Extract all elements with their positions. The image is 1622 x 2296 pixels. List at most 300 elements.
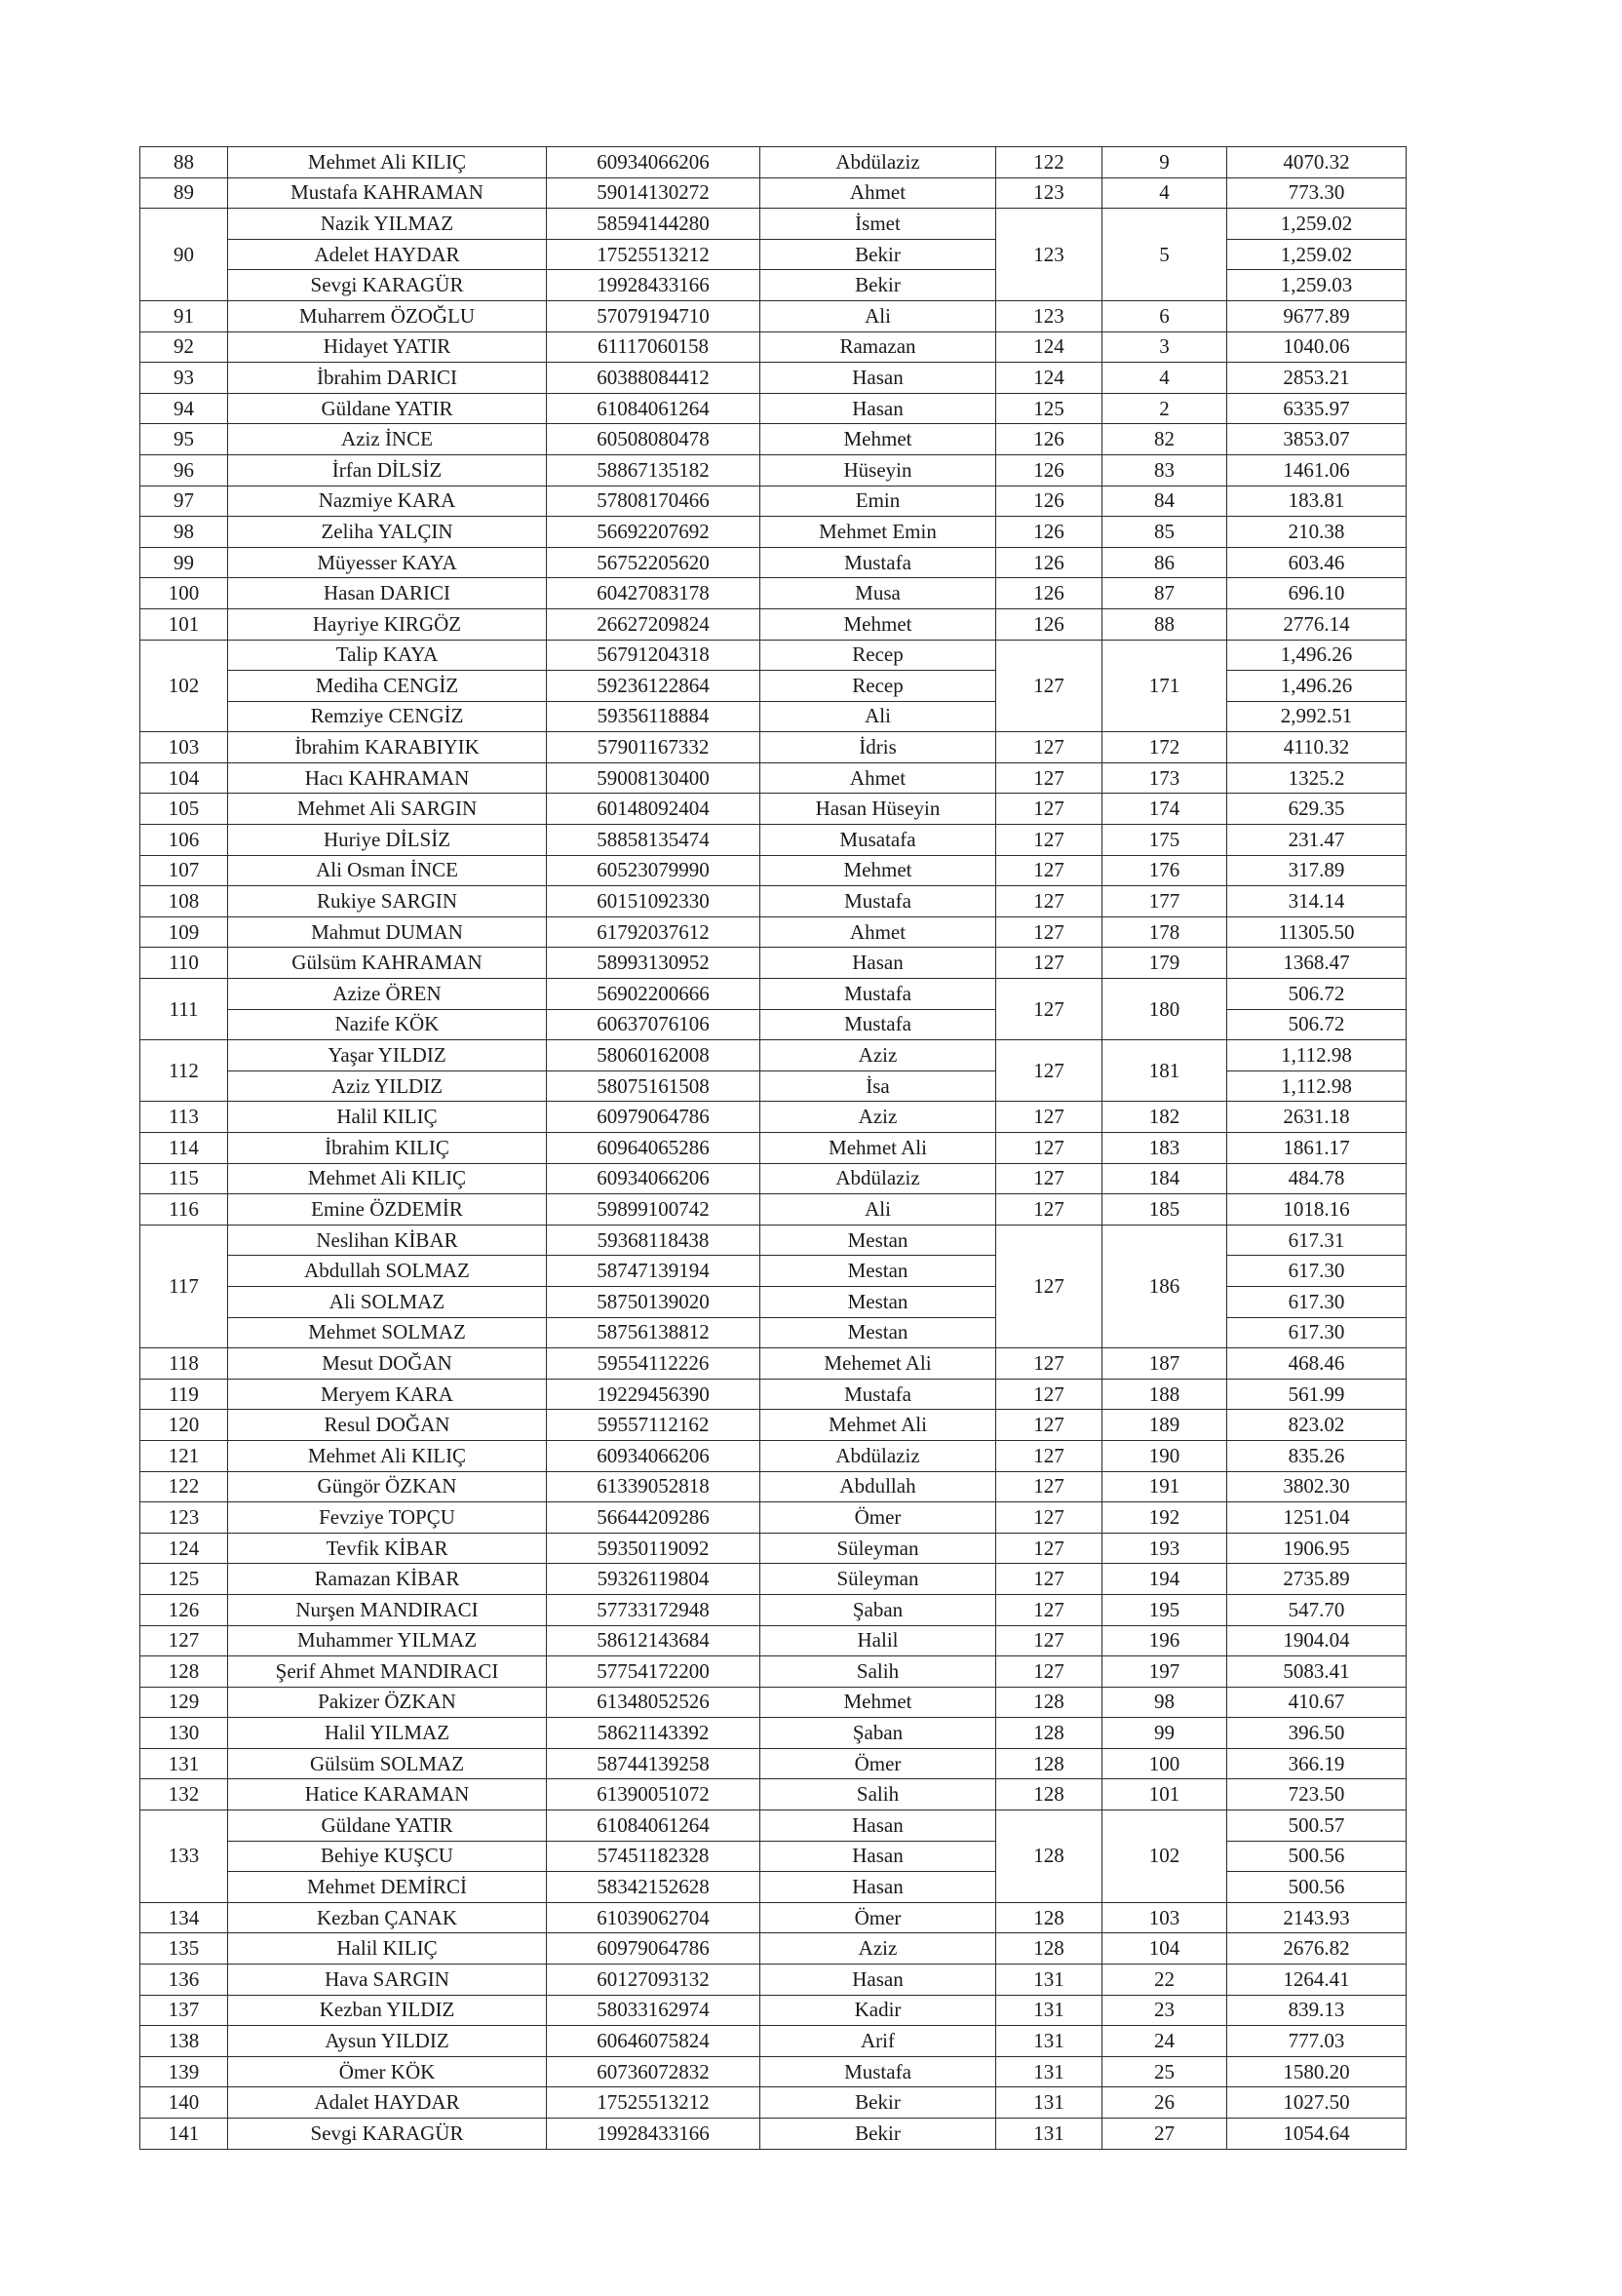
owner-name-cell: Neslihan KİBAR — [228, 1225, 547, 1256]
row-number-cell: 106 — [140, 825, 228, 856]
father-name-cell: Hasan — [760, 393, 996, 424]
block-cell: 126 — [996, 486, 1102, 517]
parcel-cell: 85 — [1102, 517, 1227, 548]
amount-cell: 1,259.02 — [1227, 239, 1407, 270]
father-name-cell: Hüseyin — [760, 454, 996, 486]
block-cell: 127 — [996, 1656, 1102, 1688]
father-name-cell: Salih — [760, 1656, 996, 1688]
parcel-cell: 171 — [1102, 640, 1227, 732]
row-number-cell: 111 — [140, 979, 228, 1040]
table-row — [140, 1687, 1407, 1718]
block-cell: 127 — [996, 855, 1102, 886]
id-number-cell: 19229456390 — [547, 1379, 760, 1410]
parcel-cell: 27 — [1102, 2119, 1227, 2150]
id-number-cell: 57754172200 — [547, 1656, 760, 1688]
table-row — [140, 2087, 1407, 2119]
block-cell: 127 — [996, 1625, 1102, 1656]
father-name-cell: Mestan — [760, 1286, 996, 1317]
owner-name-cell: Güldane YATIR — [228, 393, 547, 424]
father-name-cell: Ali — [760, 300, 996, 331]
amount-cell: 2143.93 — [1227, 1902, 1407, 1933]
row-number-cell: 121 — [140, 1440, 228, 1471]
id-number-cell: 59008130400 — [547, 762, 760, 794]
father-name-cell: Mehmet — [760, 855, 996, 886]
amount-cell: 617.31 — [1227, 1225, 1407, 1256]
row-number-cell: 89 — [140, 177, 228, 209]
amount-cell: 723.50 — [1227, 1779, 1407, 1810]
id-number-cell: 60148092404 — [547, 794, 760, 825]
amount-cell: 835.26 — [1227, 1440, 1407, 1471]
id-number-cell: 56791204318 — [547, 640, 760, 671]
parcel-cell: 173 — [1102, 762, 1227, 794]
father-name-cell: Abdülaziz — [760, 1440, 996, 1471]
block-cell: 127 — [996, 825, 1102, 856]
table-row — [140, 1533, 1407, 1564]
amount-cell: 1018.16 — [1227, 1194, 1407, 1226]
id-number-cell: 58747139194 — [547, 1256, 760, 1287]
row-number-cell: 136 — [140, 1965, 228, 1996]
owner-name-cell: Meryem KARA — [228, 1379, 547, 1410]
id-number-cell: 57079194710 — [547, 300, 760, 331]
amount-cell: 9677.89 — [1227, 300, 1407, 331]
id-number-cell: 60736072832 — [547, 2056, 760, 2087]
parcel-cell: 86 — [1102, 547, 1227, 578]
id-number-cell: 19928433166 — [547, 270, 760, 301]
block-cell: 131 — [996, 1995, 1102, 2026]
owner-name-cell: İrfan DİLSİZ — [228, 454, 547, 486]
amount-cell: 2631.18 — [1227, 1102, 1407, 1133]
id-number-cell: 59557112162 — [547, 1410, 760, 1441]
row-number-cell: 107 — [140, 855, 228, 886]
block-cell: 126 — [996, 578, 1102, 609]
amount-cell: 2676.82 — [1227, 1933, 1407, 1965]
table-row — [140, 2056, 1407, 2087]
id-number-cell: 60523079990 — [547, 855, 760, 886]
id-number-cell: 60979064786 — [547, 1933, 760, 1965]
father-name-cell: Bekir — [760, 270, 996, 301]
owner-name-cell: Nazife KÖK — [228, 1009, 547, 1040]
father-name-cell: Ahmet — [760, 916, 996, 948]
owner-name-cell: Mehmet Ali KILIÇ — [228, 1163, 547, 1194]
table-row — [140, 1163, 1407, 1194]
row-number-cell: 104 — [140, 762, 228, 794]
id-number-cell: 59326119804 — [547, 1564, 760, 1595]
amount-cell: 500.56 — [1227, 1841, 1407, 1872]
table-row — [140, 1718, 1407, 1749]
parcel-cell: 99 — [1102, 1718, 1227, 1749]
amount-cell: 396.50 — [1227, 1718, 1407, 1749]
amount-cell: 1906.95 — [1227, 1533, 1407, 1564]
father-name-cell: Hasan — [760, 1872, 996, 1903]
table-row — [140, 1965, 1407, 1996]
amount-cell: 4070.32 — [1227, 147, 1407, 178]
amount-cell: 1040.06 — [1227, 331, 1407, 363]
table-row — [140, 300, 1407, 331]
owner-name-cell: Kezban YILDIZ — [228, 1995, 547, 2026]
id-number-cell: 19928433166 — [547, 2119, 760, 2150]
block-cell: 127 — [996, 1163, 1102, 1194]
father-name-cell: Mestan — [760, 1256, 996, 1287]
parcel-cell: 185 — [1102, 1194, 1227, 1226]
owner-name-cell: Hava SARGIN — [228, 1965, 547, 1996]
parcel-cell: 174 — [1102, 794, 1227, 825]
owner-name-cell: Mehmet Ali KILIÇ — [228, 147, 547, 178]
parcel-cell: 189 — [1102, 1410, 1227, 1441]
table-row — [140, 1594, 1407, 1625]
amount-cell: 2776.14 — [1227, 608, 1407, 640]
id-number-cell: 58594144280 — [547, 209, 760, 240]
father-name-cell: Recep — [760, 671, 996, 702]
block-cell: 127 — [996, 1564, 1102, 1595]
parcel-cell: 187 — [1102, 1348, 1227, 1380]
owner-name-cell: Adelet HAYDAR — [228, 239, 547, 270]
owner-name-cell: Tevfik KİBAR — [228, 1533, 547, 1564]
amount-cell: 1251.04 — [1227, 1502, 1407, 1534]
amount-cell: 777.03 — [1227, 2026, 1407, 2057]
id-number-cell: 59236122864 — [547, 671, 760, 702]
row-number-cell: 101 — [140, 608, 228, 640]
owner-name-cell: İbrahim KARABIYIK — [228, 732, 547, 763]
father-name-cell: Emin — [760, 486, 996, 517]
table-row — [140, 948, 1407, 979]
table-row — [140, 517, 1407, 548]
row-number-cell: 108 — [140, 886, 228, 917]
id-number-cell: 58612143684 — [547, 1625, 760, 1656]
owner-name-cell: Fevziye TOPÇU — [228, 1502, 547, 1534]
owner-name-cell: Mehmet DEMİRCİ — [228, 1872, 547, 1903]
owner-name-cell: Halil KILIÇ — [228, 1933, 547, 1965]
id-number-cell: 58858135474 — [547, 825, 760, 856]
id-number-cell: 57808170466 — [547, 486, 760, 517]
table-row — [140, 1656, 1407, 1688]
parcel-cell: 84 — [1102, 486, 1227, 517]
father-name-cell: İsa — [760, 1070, 996, 1102]
block-cell: 127 — [996, 1533, 1102, 1564]
id-number-cell: 60934066206 — [547, 1163, 760, 1194]
parcel-cell: 6 — [1102, 300, 1227, 331]
parcel-cell: 180 — [1102, 979, 1227, 1040]
father-name-cell: Hasan Hüseyin — [760, 794, 996, 825]
block-cell: 127 — [996, 948, 1102, 979]
table-row — [140, 1902, 1407, 1933]
father-name-cell: Mehmet Ali — [760, 1133, 996, 1164]
id-number-cell: 61039062704 — [547, 1902, 760, 1933]
father-name-cell: Mustafa — [760, 547, 996, 578]
parcel-cell: 104 — [1102, 1933, 1227, 1965]
table-row — [140, 424, 1407, 455]
owner-name-cell: Sevgi KARAGÜR — [228, 270, 547, 301]
parcel-cell: 4 — [1102, 363, 1227, 394]
amount-cell: 1,496.26 — [1227, 640, 1407, 671]
owner-name-cell: Hatice KARAMAN — [228, 1779, 547, 1810]
row-number-cell: 93 — [140, 363, 228, 394]
father-name-cell: Mustafa — [760, 886, 996, 917]
owner-name-cell: Şerif Ahmet MANDIRACI — [228, 1656, 547, 1688]
table-row — [140, 147, 1407, 178]
row-number-cell: 119 — [140, 1379, 228, 1410]
id-number-cell: 61390051072 — [547, 1779, 760, 1810]
row-number-cell: 137 — [140, 1995, 228, 2026]
table-row — [140, 209, 1407, 240]
row-number-cell: 138 — [140, 2026, 228, 2057]
amount-cell: 314.14 — [1227, 886, 1407, 917]
block-cell: 127 — [996, 1410, 1102, 1441]
parcel-cell: 100 — [1102, 1748, 1227, 1779]
parcel-cell: 190 — [1102, 1440, 1227, 1471]
amount-cell: 506.72 — [1227, 979, 1407, 1010]
parcel-cell: 178 — [1102, 916, 1227, 948]
block-cell: 127 — [996, 916, 1102, 948]
block-cell: 127 — [996, 732, 1102, 763]
amount-cell: 11305.50 — [1227, 916, 1407, 948]
table-row — [140, 640, 1407, 671]
row-number-cell: 135 — [140, 1933, 228, 1965]
owner-name-cell: Halil YILMAZ — [228, 1718, 547, 1749]
block-cell: 127 — [996, 1133, 1102, 1164]
owner-name-cell: Hayriye KIRGÖZ — [228, 608, 547, 640]
owner-name-cell: Abdullah SOLMAZ — [228, 1256, 547, 1287]
father-name-cell: Aziz — [760, 1933, 996, 1965]
father-name-cell: Aziz — [760, 1102, 996, 1133]
id-number-cell: 58744139258 — [547, 1748, 760, 1779]
parcel-cell: 102 — [1102, 1810, 1227, 1903]
block-cell: 127 — [996, 1194, 1102, 1226]
row-number-cell: 122 — [140, 1471, 228, 1502]
id-number-cell: 61084061264 — [547, 1810, 760, 1842]
block-cell: 131 — [996, 2026, 1102, 2057]
amount-cell: 5083.41 — [1227, 1656, 1407, 1688]
row-number-cell: 124 — [140, 1533, 228, 1564]
parcel-cell: 183 — [1102, 1133, 1227, 1164]
father-name-cell: İsmet — [760, 209, 996, 240]
row-number-cell: 99 — [140, 547, 228, 578]
owner-name-cell: Mustafa KAHRAMAN — [228, 177, 547, 209]
table-row — [140, 331, 1407, 363]
amount-cell: 468.46 — [1227, 1348, 1407, 1380]
father-name-cell: Mehmet Ali — [760, 1410, 996, 1441]
father-name-cell: Recep — [760, 640, 996, 671]
owner-name-cell: Kezban ÇANAK — [228, 1902, 547, 1933]
block-cell: 127 — [996, 1348, 1102, 1380]
row-number-cell: 127 — [140, 1625, 228, 1656]
table-row — [140, 547, 1407, 578]
id-number-cell: 26627209824 — [547, 608, 760, 640]
table-row — [140, 1502, 1407, 1534]
amount-cell: 629.35 — [1227, 794, 1407, 825]
father-name-cell: Bekir — [760, 239, 996, 270]
amount-cell: 1,496.26 — [1227, 671, 1407, 702]
table-row — [140, 886, 1407, 917]
table-row — [140, 979, 1407, 1010]
id-number-cell: 61084061264 — [547, 393, 760, 424]
father-name-cell: Musa — [760, 578, 996, 609]
id-number-cell: 57451182328 — [547, 1841, 760, 1872]
id-number-cell: 61339052818 — [547, 1471, 760, 1502]
block-cell: 124 — [996, 363, 1102, 394]
owner-name-cell: Aysun YILDIZ — [228, 2026, 547, 2057]
father-name-cell: Abdullah — [760, 1471, 996, 1502]
owner-name-cell: Mediha CENGİZ — [228, 671, 547, 702]
block-cell: 131 — [996, 2087, 1102, 2119]
table-row — [140, 486, 1407, 517]
parcel-cell: 9 — [1102, 147, 1227, 178]
amount-cell: 1368.47 — [1227, 948, 1407, 979]
owner-name-cell: Huriye DİLSİZ — [228, 825, 547, 856]
amount-cell: 3853.07 — [1227, 424, 1407, 455]
parcel-cell: 192 — [1102, 1502, 1227, 1534]
id-number-cell: 61117060158 — [547, 331, 760, 363]
parcel-cell: 2 — [1102, 393, 1227, 424]
parcel-cell: 182 — [1102, 1102, 1227, 1133]
owner-name-cell: Mehmet Ali KILIÇ — [228, 1440, 547, 1471]
father-name-cell: İdris — [760, 732, 996, 763]
parcel-cell: 22 — [1102, 1965, 1227, 1996]
table-row — [140, 1102, 1407, 1133]
block-cell: 128 — [996, 1810, 1102, 1903]
row-number-cell: 130 — [140, 1718, 228, 1749]
amount-cell: 500.57 — [1227, 1810, 1407, 1842]
owner-name-cell: Mahmut DUMAN — [228, 916, 547, 948]
owner-name-cell: Muhammer YILMAZ — [228, 1625, 547, 1656]
parcel-cell: 88 — [1102, 608, 1227, 640]
owner-name-cell: Güngör ÖZKAN — [228, 1471, 547, 1502]
owner-name-cell: Zeliha YALÇIN — [228, 517, 547, 548]
table-row — [140, 1348, 1407, 1380]
row-number-cell: 134 — [140, 1902, 228, 1933]
amount-cell: 500.56 — [1227, 1872, 1407, 1903]
block-cell: 127 — [996, 1225, 1102, 1347]
father-name-cell: Ahmet — [760, 762, 996, 794]
owner-name-cell: Remziye CENGİZ — [228, 701, 547, 732]
amount-cell: 547.70 — [1227, 1594, 1407, 1625]
parcel-cell: 188 — [1102, 1379, 1227, 1410]
father-name-cell: Aziz — [760, 1040, 996, 1071]
row-number-cell: 125 — [140, 1564, 228, 1595]
owner-name-cell: Behiye KUŞCU — [228, 1841, 547, 1872]
father-name-cell: Mestan — [760, 1225, 996, 1256]
id-number-cell: 17525513212 — [547, 2087, 760, 2119]
father-name-cell: Süleyman — [760, 1564, 996, 1595]
owner-name-cell: Gülsüm SOLMAZ — [228, 1748, 547, 1779]
row-number-cell: 91 — [140, 300, 228, 331]
table-row — [140, 393, 1407, 424]
parcel-cell: 26 — [1102, 2087, 1227, 2119]
row-number-cell: 103 — [140, 732, 228, 763]
amount-cell: 1325.2 — [1227, 762, 1407, 794]
owner-name-cell: Yaşar YILDIZ — [228, 1040, 547, 1071]
table-row — [140, 1040, 1407, 1071]
father-name-cell: Salih — [760, 1779, 996, 1810]
amount-cell: 1904.04 — [1227, 1625, 1407, 1656]
id-number-cell: 58060162008 — [547, 1040, 760, 1071]
parcel-cell: 194 — [1102, 1564, 1227, 1595]
id-number-cell: 56752205620 — [547, 547, 760, 578]
owner-name-cell: Hasan DARICI — [228, 578, 547, 609]
block-cell: 127 — [996, 762, 1102, 794]
id-number-cell: 57901167332 — [547, 732, 760, 763]
parcel-cell: 23 — [1102, 1995, 1227, 2026]
row-number-cell: 96 — [140, 454, 228, 486]
amount-cell: 2853.21 — [1227, 363, 1407, 394]
parcel-cell: 176 — [1102, 855, 1227, 886]
father-name-cell: Mehmet — [760, 1687, 996, 1718]
id-number-cell: 58342152628 — [547, 1872, 760, 1903]
owner-name-cell: Adalet HAYDAR — [228, 2087, 547, 2119]
father-name-cell: Ramazan — [760, 331, 996, 363]
id-number-cell: 61348052526 — [547, 1687, 760, 1718]
table-row — [140, 2119, 1407, 2150]
parcel-cell: 24 — [1102, 2026, 1227, 2057]
father-name-cell: Kadir — [760, 1995, 996, 2026]
row-number-cell: 90 — [140, 209, 228, 301]
block-cell: 128 — [996, 1933, 1102, 1965]
table-row — [140, 855, 1407, 886]
id-number-cell: 60964065286 — [547, 1133, 760, 1164]
id-number-cell: 58867135182 — [547, 454, 760, 486]
owner-name-cell: Mesut DOĞAN — [228, 1348, 547, 1380]
block-cell: 131 — [996, 1965, 1102, 1996]
owner-name-cell: Nazik YILMAZ — [228, 209, 547, 240]
father-name-cell: Mehemet Ali — [760, 1348, 996, 1380]
father-name-cell: Şaban — [760, 1594, 996, 1625]
owner-name-cell: Pakizer ÖZKAN — [228, 1687, 547, 1718]
amount-cell: 823.02 — [1227, 1410, 1407, 1441]
owner-name-cell: Nazmiye KARA — [228, 486, 547, 517]
table-row — [140, 608, 1407, 640]
row-number-cell: 123 — [140, 1502, 228, 1534]
row-number-cell: 129 — [140, 1687, 228, 1718]
id-number-cell: 60979064786 — [547, 1102, 760, 1133]
parcel-cell: 196 — [1102, 1625, 1227, 1656]
parcel-cell: 101 — [1102, 1779, 1227, 1810]
block-cell: 127 — [996, 1471, 1102, 1502]
block-cell: 126 — [996, 547, 1102, 578]
father-name-cell: Mehmet — [760, 424, 996, 455]
father-name-cell: Bekir — [760, 2119, 996, 2150]
row-number-cell: 118 — [140, 1348, 228, 1380]
block-cell: 128 — [996, 1687, 1102, 1718]
owner-name-cell: Güldane YATIR — [228, 1810, 547, 1842]
amount-cell: 2735.89 — [1227, 1564, 1407, 1595]
parcel-cell: 5 — [1102, 209, 1227, 301]
block-cell: 128 — [996, 1748, 1102, 1779]
id-number-cell: 58621143392 — [547, 1718, 760, 1749]
parcel-cell: 193 — [1102, 1533, 1227, 1564]
father-name-cell: Ömer — [760, 1502, 996, 1534]
row-number-cell: 113 — [140, 1102, 228, 1133]
parcel-cell: 4 — [1102, 177, 1227, 209]
table-row — [140, 1440, 1407, 1471]
row-number-cell: 141 — [140, 2119, 228, 2150]
amount-cell: 4110.32 — [1227, 732, 1407, 763]
owner-name-cell: İbrahim KILIÇ — [228, 1133, 547, 1164]
amount-cell: 617.30 — [1227, 1317, 1407, 1348]
table-row — [140, 177, 1407, 209]
block-cell: 131 — [996, 2056, 1102, 2087]
id-number-cell: 59356118884 — [547, 701, 760, 732]
owner-name-cell: Sevgi KARAGÜR — [228, 2119, 547, 2150]
father-name-cell: Mustafa — [760, 2056, 996, 2087]
father-name-cell: Ömer — [760, 1748, 996, 1779]
block-cell: 127 — [996, 1502, 1102, 1534]
parcel-cell: 191 — [1102, 1471, 1227, 1502]
amount-cell: 410.67 — [1227, 1687, 1407, 1718]
id-number-cell: 58756138812 — [547, 1317, 760, 1348]
row-number-cell: 115 — [140, 1163, 228, 1194]
table-row — [140, 1225, 1407, 1256]
amount-cell: 603.46 — [1227, 547, 1407, 578]
id-number-cell: 56692207692 — [547, 517, 760, 548]
